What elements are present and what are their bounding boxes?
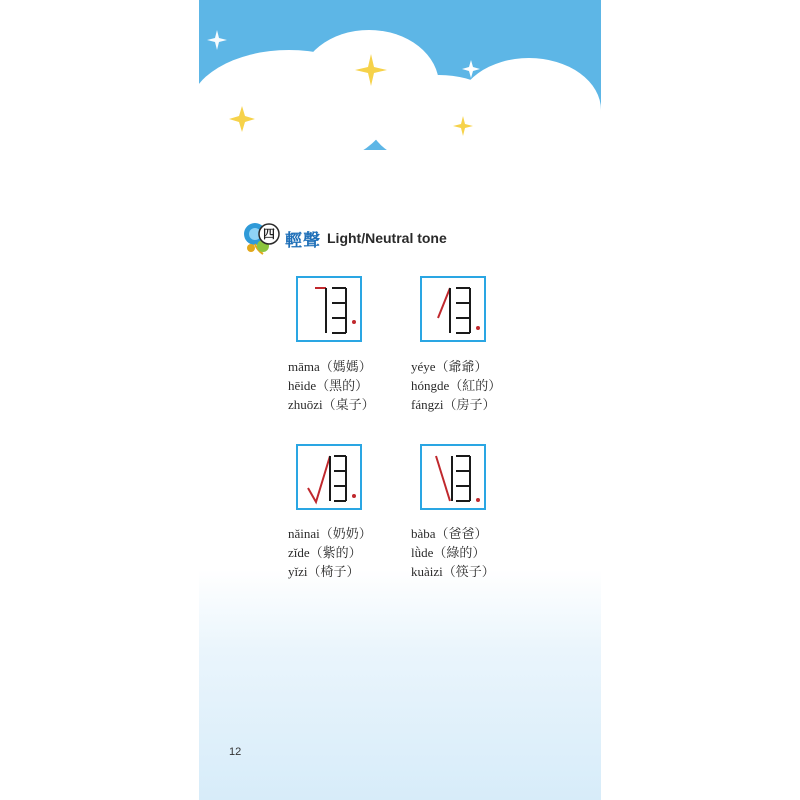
list-item: zǐde（紫的） [288,545,362,560]
heading-title-zh: 輕聲 [285,230,321,251]
tone-diagram-third [296,444,362,510]
list-item: lǜde（綠的） [411,545,486,560]
tone-diagram-first [296,276,362,342]
badge-number: 四 [262,227,275,241]
list-item: hēide（黑的） [288,378,369,393]
list-item: māma（媽媽） [288,359,372,374]
list-item: yǐzi（椅子） [288,564,360,579]
word-list-second [411,357,501,414]
word-list-third [288,524,372,581]
list-item: yéye（爺爺） [411,359,488,374]
list-item: bàba（爸爸） [411,526,488,541]
word-list-fourth [411,524,495,581]
page-number: 12 [229,746,242,758]
list-item: fángzi（房子） [411,397,496,412]
book-page [199,0,601,800]
list-item: kuàizi（筷子） [411,564,495,579]
list-item: nǎinai（奶奶） [288,526,372,541]
section-number-badge [241,220,281,256]
section-heading [241,220,447,256]
tone-diagram-fourth [420,444,486,510]
heading-title-en: Light/Neutral tone [327,230,447,246]
tone-diagram-second [420,276,486,342]
list-item: hóngde（紅的） [411,378,502,393]
word-list-first [288,357,375,414]
list-item: zhuōzi（桌子） [288,397,375,412]
sky-cloud-banner [199,0,601,170]
